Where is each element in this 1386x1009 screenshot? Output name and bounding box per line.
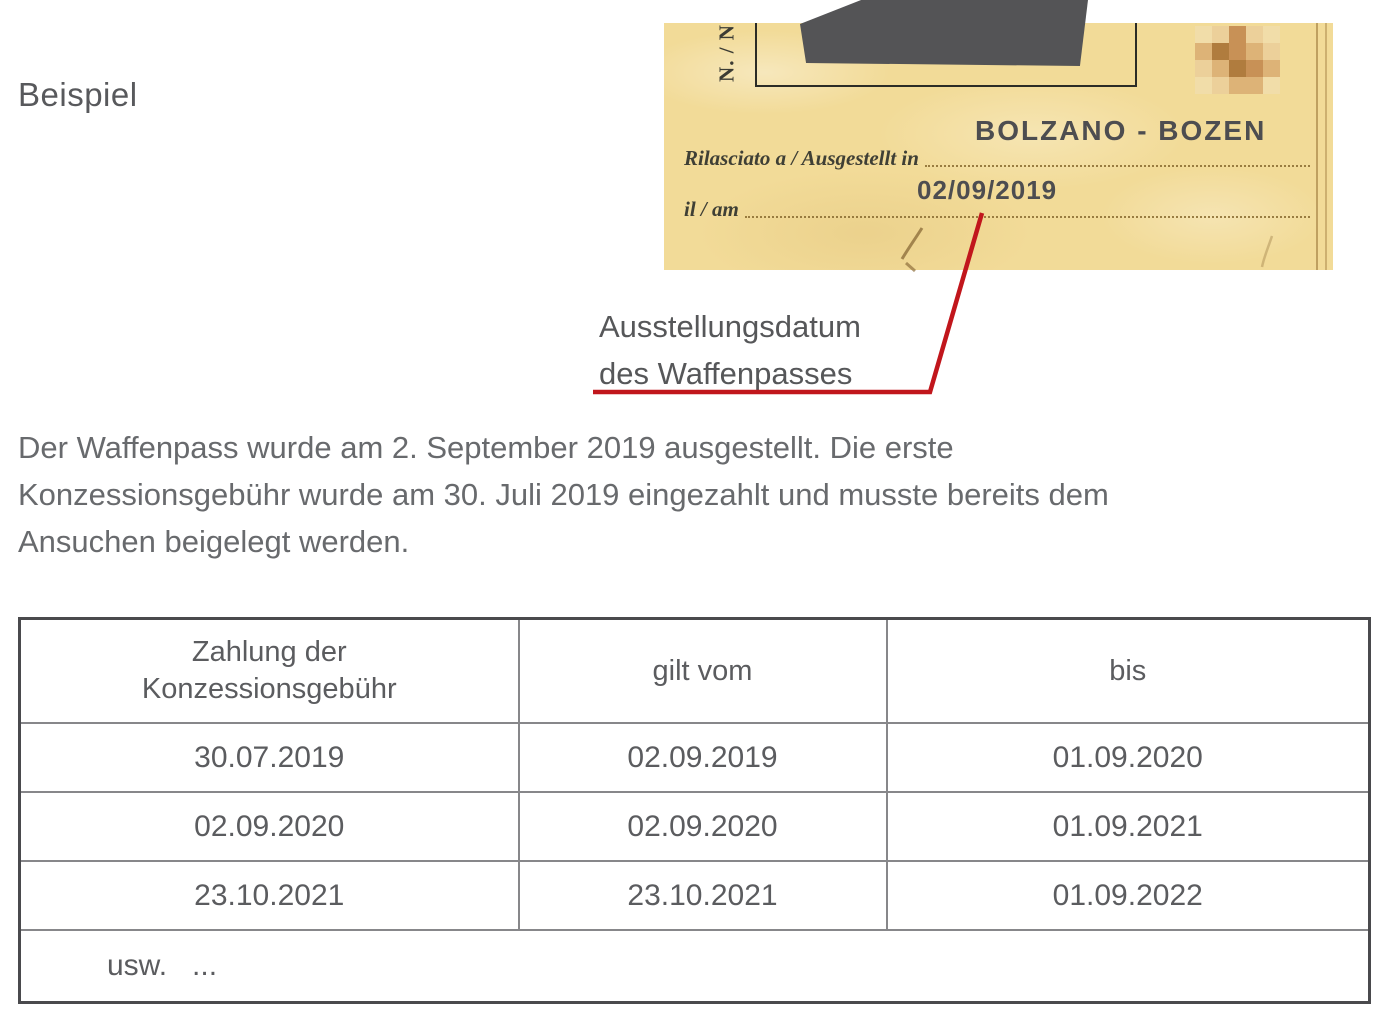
paragraph-line: Ansuchen beigelegt werden. xyxy=(18,524,410,559)
payment-date: 23.10.2021 xyxy=(20,861,519,930)
valid-from-date: 23.10.2021 xyxy=(519,861,887,930)
payment-date: 30.07.2019 xyxy=(20,723,519,792)
callout-line-2: des Waffenpasses xyxy=(599,356,853,391)
etc-cell: usw. ... xyxy=(20,930,1370,1003)
issue-place-label: Rilasciato a / Ausgestellt in xyxy=(684,146,919,170)
paragraph-line: Konzessionsgebühr wurde am 30. Juli 2019 eingezahlt und musste bereits dem xyxy=(18,477,1109,512)
dotted-leader-line xyxy=(745,215,1310,218)
valid-until-date: 01.09.2020 xyxy=(887,723,1370,792)
table-row xyxy=(20,861,1370,930)
valid-from-date: 02.09.2020 xyxy=(519,792,887,861)
valid-until-date: 01.09.2021 xyxy=(887,792,1370,861)
issue-place-row xyxy=(684,144,1312,171)
issue-date-stamp: 02/09/2019 xyxy=(917,175,1058,205)
permit-serial-label: N. / N xyxy=(714,24,739,82)
callout-label xyxy=(599,303,861,397)
callout-line-1: Ausstellungsdatum xyxy=(599,309,861,344)
issue-place-stamp: BOLZANO - BOZEN xyxy=(975,115,1267,146)
document-edge-line xyxy=(1316,23,1327,270)
table-header-row xyxy=(20,619,1370,724)
issue-date-label: il / am xyxy=(684,197,739,221)
explanation-paragraph xyxy=(18,424,1368,565)
paragraph-line: Der Waffenpass wurde am 2. September 2019 ausgestellt. Die erste xyxy=(18,430,954,465)
header-valid-until: bis xyxy=(887,619,1370,724)
fee-validity-table xyxy=(18,617,1371,1004)
header-payment: Zahlung der Konzessionsgebühr xyxy=(20,619,519,724)
table-row xyxy=(20,792,1370,861)
payment-date: 02.09.2020 xyxy=(20,792,519,861)
pixelated-redaction xyxy=(1195,26,1280,94)
example-heading: Beispiel xyxy=(18,76,138,113)
table-footer-row xyxy=(20,930,1370,1003)
valid-until-date: 01.09.2022 xyxy=(887,861,1370,930)
dotted-leader-line xyxy=(925,164,1310,167)
valid-from-date: 02.09.2019 xyxy=(519,723,887,792)
table-row xyxy=(20,723,1370,792)
photo-redaction-block xyxy=(800,0,1088,66)
header-valid-from: gilt vom xyxy=(519,619,887,724)
